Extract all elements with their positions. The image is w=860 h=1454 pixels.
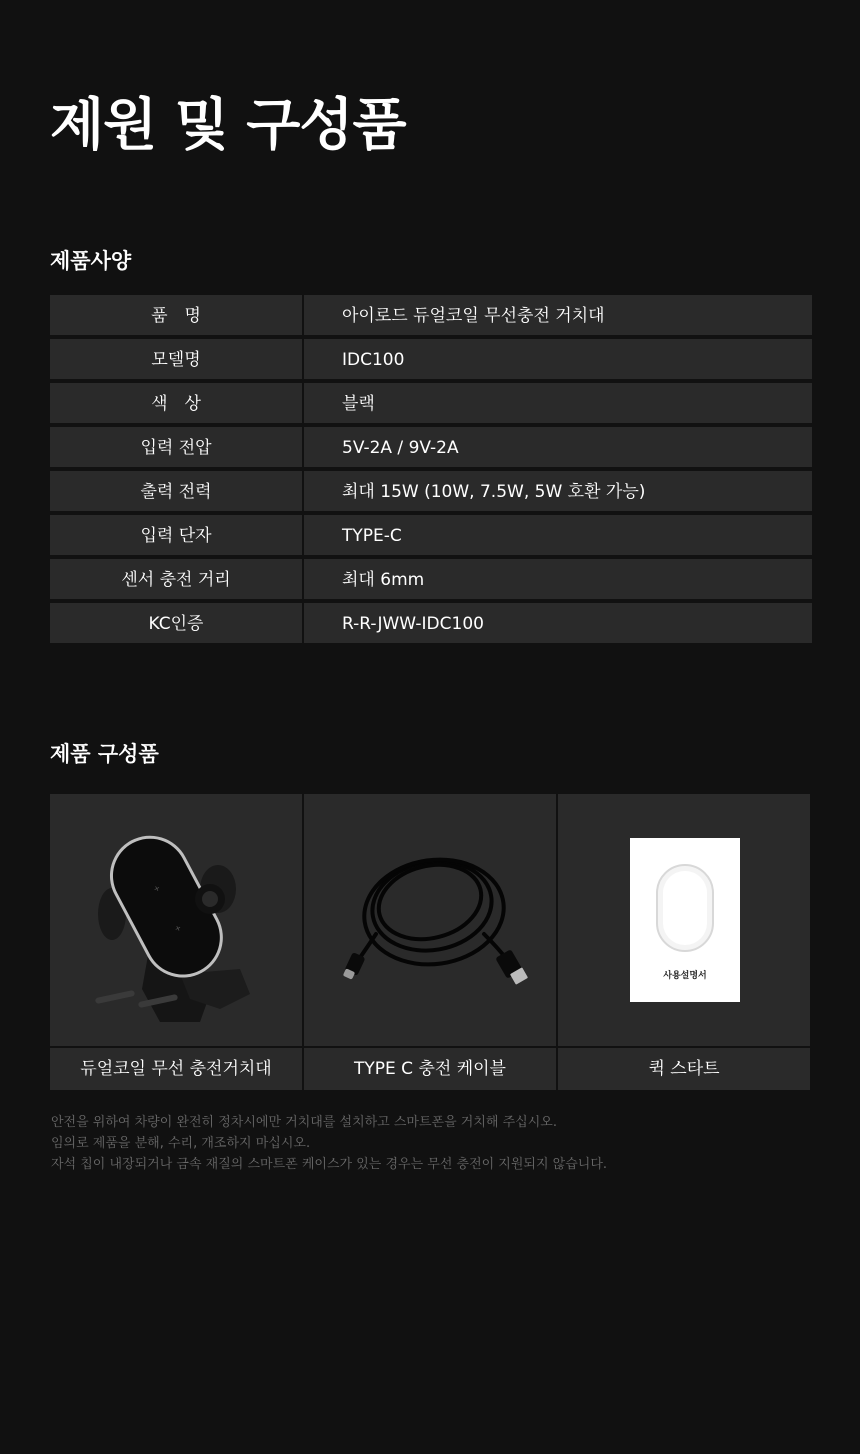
spec-label: KC인증 bbox=[50, 603, 302, 645]
note-line: 안전을 위하여 차량이 완전히 정차시에만 거치대를 설치하고 스마트폰을 거치해 주십시오. bbox=[51, 1115, 557, 1130]
spec-label: 입력 전압 bbox=[50, 427, 302, 469]
spec-row-name bbox=[50, 295, 812, 339]
manual-title: 사용설명서 bbox=[663, 971, 707, 981]
spec-value: 블랙 bbox=[304, 383, 812, 425]
components-grid bbox=[50, 794, 812, 1090]
spec-label: 센서 충전 거리 bbox=[50, 559, 302, 601]
spec-section-title: 제품사양 bbox=[50, 249, 132, 273]
svg-text:+: + bbox=[172, 922, 183, 934]
component-label: 퀵 스타트 bbox=[558, 1048, 810, 1090]
svg-text:+: + bbox=[151, 883, 162, 895]
spec-row-color bbox=[50, 383, 812, 427]
quick-start-manual-icon bbox=[558, 794, 810, 1046]
spec-label: 품 명 bbox=[50, 295, 302, 337]
spec-row-output-power bbox=[50, 471, 812, 515]
charger-illustration bbox=[656, 864, 714, 952]
spec-value: TYPE-C bbox=[304, 515, 812, 557]
component-item bbox=[50, 794, 302, 1090]
spec-label: 입력 단자 bbox=[50, 515, 302, 557]
spec-row-kc-cert bbox=[50, 603, 812, 647]
spec-value: 최대 15W (10W, 7.5W, 5W 호환 가능) bbox=[304, 471, 812, 513]
spec-value: 아이로드 듀얼코일 무선충전 거치대 bbox=[304, 295, 812, 337]
spec-value: 최대 6mm bbox=[304, 559, 812, 601]
manual-booklet bbox=[630, 838, 740, 1002]
component-label: 듀얼코일 무선 충전거치대 bbox=[50, 1048, 302, 1090]
car-mount-charger-icon bbox=[50, 794, 302, 1046]
spec-table bbox=[50, 295, 812, 647]
spec-value: R-R-JWW-IDC100 bbox=[304, 603, 812, 645]
spec-value: IDC100 bbox=[304, 339, 812, 381]
note-line: 자석 칩이 내장되거나 금속 재질의 스마트폰 케이스가 있는 경우는 무선 충전이 지원되지 않습니다. bbox=[51, 1157, 608, 1172]
caution-notes bbox=[51, 1112, 607, 1175]
spec-value: 5V-2A / 9V-2A bbox=[304, 427, 812, 469]
usb-c-cable-icon bbox=[304, 794, 556, 1046]
components-section-title: 제품 구성품 bbox=[50, 742, 159, 766]
spec-label: 색 상 bbox=[50, 383, 302, 425]
spec-row-input-port bbox=[50, 515, 812, 559]
note-line: 임의로 제품을 분해, 수리, 개조하지 마십시오. bbox=[51, 1136, 311, 1151]
component-item bbox=[304, 794, 556, 1090]
component-item bbox=[558, 794, 810, 1090]
spec-row-input-voltage bbox=[50, 427, 812, 471]
page-title: 제원 및 구성품 bbox=[50, 93, 406, 158]
spec-row-model bbox=[50, 339, 812, 383]
spec-row-sensor-distance bbox=[50, 559, 812, 603]
spec-label: 출력 전력 bbox=[50, 471, 302, 513]
component-label: TYPE C 충전 케이블 bbox=[304, 1048, 556, 1090]
spec-label: 모델명 bbox=[50, 339, 302, 381]
